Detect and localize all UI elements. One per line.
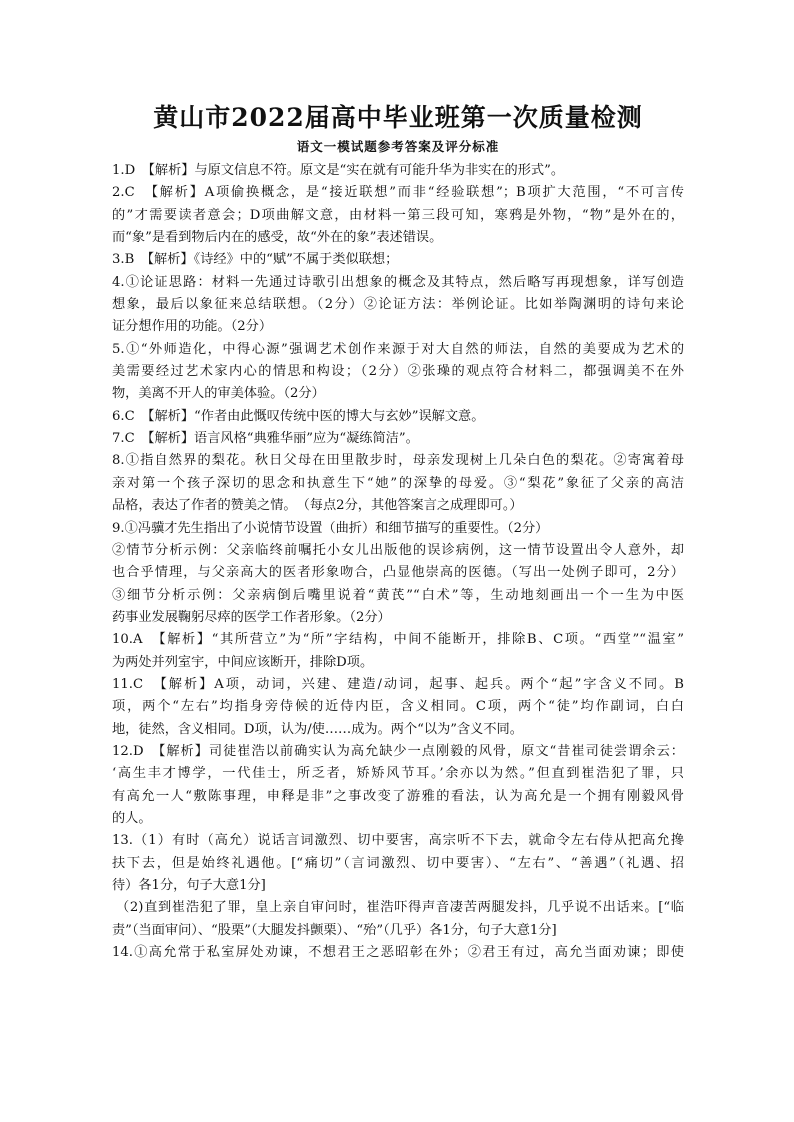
- page-subtitle: 语文一模试题参考答案及评分标准: [296, 139, 500, 154]
- text-line: 1.D 【解析】与原文信息不符。原文是“实在就有可能升华为非实在的形式”。: [112, 163, 565, 178]
- text-line: 11.C 【解析】A项，动词，兴建、建造/动词，起事、起兵。两个“起”字含义不同。B: [112, 676, 684, 692]
- text-line: 的人。: [112, 810, 152, 826]
- text-line: 7.C 【解析】语言风格“典雅华丽”应为“凝练简洁”。: [112, 431, 419, 447]
- text-line: 13.（1）有时（高允）说话言词激烈、切中要害，高宗听不下去，就命令左右侍从把高允搀: [112, 833, 684, 849]
- text-line: 也合乎情理，与父亲高大的医者形象吻合，凸显他崇高的医德。（写出一处例子即可，2分）: [112, 565, 684, 581]
- text-line: ‘高生丰才博学，一代佳士，所乏者，矫矫风节耳。’余亦以为然。”但直到崔浩犯了罪，只: [112, 766, 684, 782]
- text-line: （2)直到崔浩犯了罪，皇上亲自审问时，崔浩吓得声音凄苦两腿发抖，几乎说不出话来。[“临: [116, 900, 684, 916]
- text-line: 为两处并列室宇，中间应该断开，排除D项。: [112, 654, 374, 670]
- text-line: 证分想作用的功能。（2分）: [112, 319, 273, 335]
- text-line: 6.C 【解析】“作者由此慨叹传统中医的博大与玄妙”误解文意。: [112, 408, 485, 424]
- answer-text-body: [112, 160, 684, 964]
- text-line: 项，两个“左右”均指身旁侍候的近侍内臣，含义相同。C项，两个“徒”均作副词，白白: [112, 699, 684, 715]
- text-line: 药事业发展鞠躬尽瘁的医学工作者形象。（2分）: [112, 609, 391, 625]
- text-line: 而“象”是看到物后内在的感受，故“外在的象”表述错误。: [112, 230, 443, 246]
- text-line: 亲对第一个孩子深切的思念和执意生下“她”的深挚的母爱。③“梨花”象征了父亲的高洁: [112, 475, 684, 491]
- text-line: 14.①高允常于私室屏处劝谏，不想君王之恶昭彰在外；②君王有过，高允当面劝谏；即使: [112, 945, 684, 961]
- text-line: 待）各1分，句子大意1分]: [112, 878, 266, 893]
- text-line: 3.B 【解析】《诗经》中的“赋”不属于类似联想；: [112, 252, 399, 268]
- text-line: 的”才需要读者意会；D项曲解文意，由材料一第三段可知，寒鸦是外物，“物”是外在的，: [112, 207, 684, 223]
- text-line: 美需要经过艺术家内心的情思和构设；（2分）②张璪的观点符合材料二，都强调美不在外: [112, 364, 684, 380]
- text-line: 9.①冯骥才先生指出了小说情节设置（曲折）和细节描写的重要性。（2分）: [112, 520, 549, 536]
- answer-key-page: [112, 100, 684, 964]
- text-line: 想象，最后以象征来总结联想。（2分）②论证方法：举例论证。比如举陶渊明的诗句来论: [112, 297, 684, 313]
- text-line: 4.①论证思路：材料一先通过诗歌引出想象的概念及其特点，然后略写再现想象，详写创造: [112, 274, 684, 290]
- text-line: 12.D 【解析】司徒崔浩以前确实认为高允缺少一点刚毅的风骨，原文“昔崔司徒尝谓余云：: [112, 743, 684, 759]
- text-line: 8.①指自然界的梨花。秋日父母在田里散步时，母亲发现树上几朵白色的梨花。②寄寓着母: [112, 453, 684, 469]
- text-line: 责”（当面审问）、“股栗”（大腿发抖颤栗）、“殆”（几乎）各1分，句子大意1分]: [112, 922, 557, 938]
- text-line: ③细节分析示例：父亲病倒后嘴里说着“黄芪”“白术”等，生动地刻画出一个一生为中医: [112, 587, 684, 603]
- text-line: 物，美离不开人的审美体验。（2分）: [112, 386, 325, 402]
- text-line: 5.①“外师造化，中得心源”强调艺术创作来源于对大自然的师法，自然的美要成为艺术的: [112, 341, 684, 357]
- page-title: 黄山市2022届高中毕业班第一次质量检测: [153, 103, 643, 132]
- text-line: 10.A 【解析】“其所营立”为“所”字结构，中间不能断开，排除B、C项。“西堂”“温室”: [112, 632, 684, 648]
- text-line: 2.C 【解析】A项偷换概念，是“接近联想”而非“经验联想”；B项扩大范围，“不可言传: [112, 185, 684, 201]
- text-line: 扶下去，但是始终礼遇他。[“痛切”（言词激烈、切中要害）、“左右”、“善遇”（礼遇、招: [112, 855, 684, 871]
- text-line: 有高允一人“敷陈事理，申释是非”之事改变了游雅的看法，认为高允是一个拥有刚毅风骨: [112, 788, 684, 804]
- text-line: ②情节分析示例：父亲临终前嘱托小女儿出版他的误诊病例，这一情节设置出令人意外，却: [112, 542, 684, 558]
- text-line: 地，徒然，含义相同。D项，认为/使……成为。两个“以为”含义不同。: [112, 721, 523, 737]
- text-line: 品格，表达了作者的赞美之情。 （每点2分，其他答案言之成理即可。）: [112, 498, 523, 514]
